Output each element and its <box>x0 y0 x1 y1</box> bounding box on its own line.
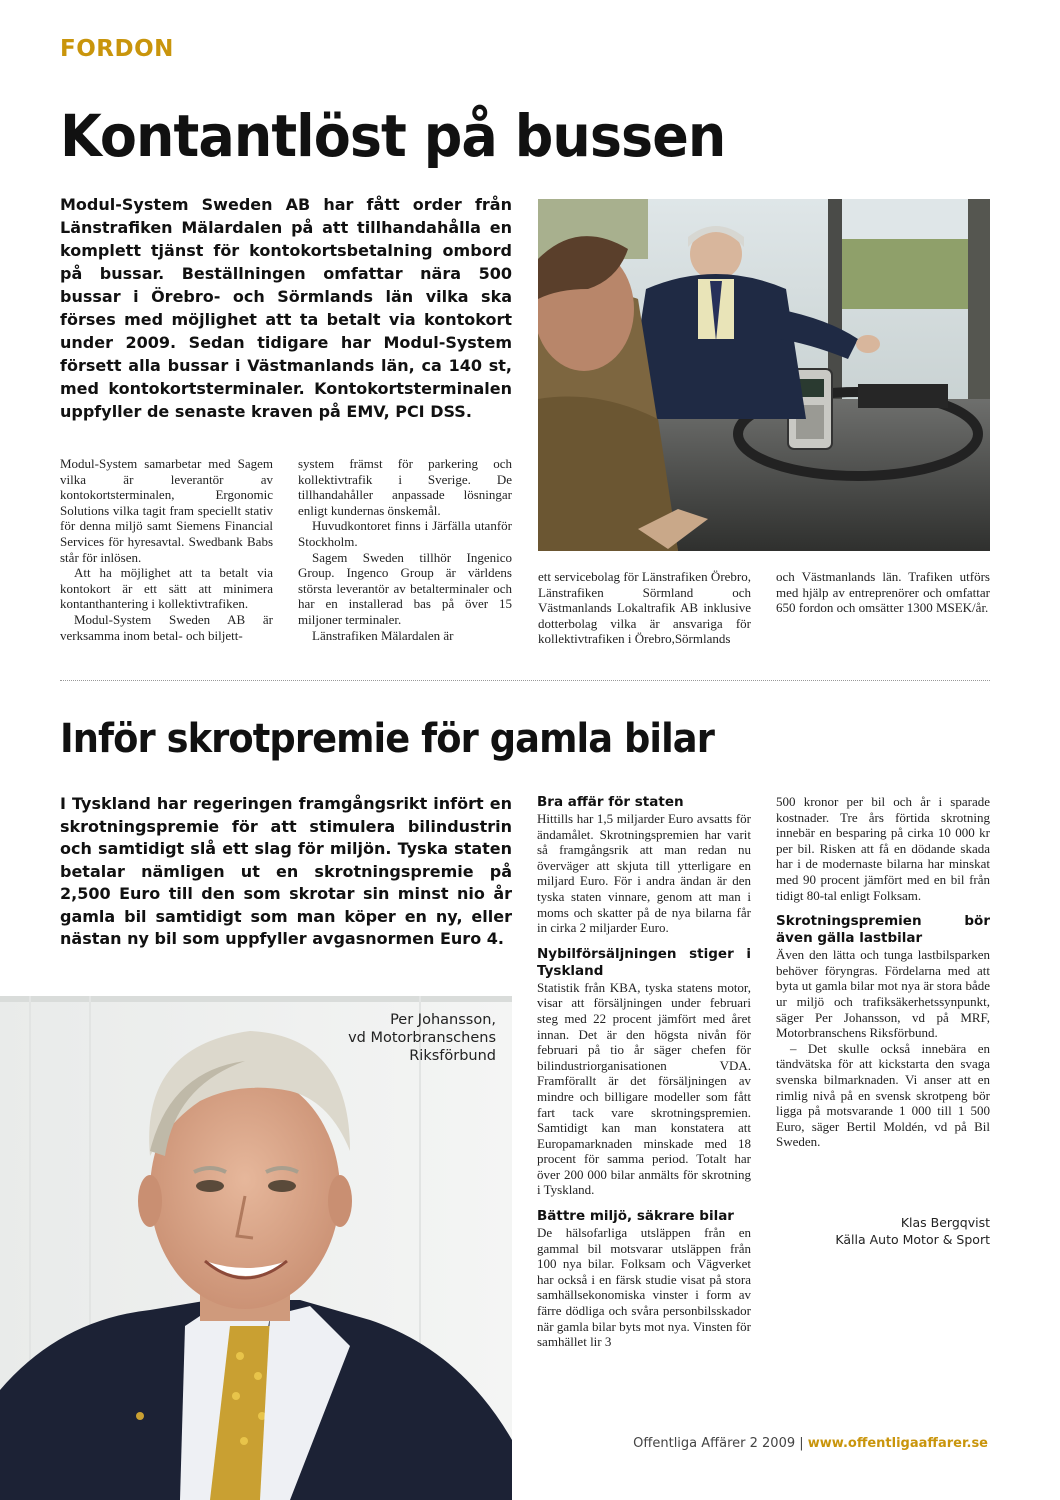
subheading-nybilforsaljningen: Nybilförsäljningen stiger i Tyskland <box>537 945 751 979</box>
col4-paragraph-2: – Det skulle också innebära en tändvätska för att kickstarta den svaga svenska bilmarknaden. Vi anser att en rimlig nivå på en svensk skrotpeng bör ligga på motsvarande 1 000 till 1 500 Euro, säger Bertil Moldén, vd på Bil Sweden. <box>776 1040 990 1150</box>
article1-col2-p2: Huvudkontoret finns i Järfälla utanför Stockholm. <box>298 518 512 549</box>
section-label: FORDON <box>60 36 174 62</box>
bus-interior-image <box>538 199 990 551</box>
article2-ingress: I Tyskland har regeringen framgångsrikt infört en skrotningspremie för att stimulera bilindustrin och samtidigt slå ett slag för miljön. Tyska staten betalar nämligen ut en skrotningspremie på 2,500 Euro till den som skrotar sin minst nio år gamla bil samtidigt som man köper en ny, eller nästan ny bil som uppfyller avgasnormen Euro 4. <box>60 794 512 948</box>
article1-col1 <box>60 456 273 643</box>
article1-col4 <box>776 569 990 616</box>
per-johansson-portrait <box>0 996 512 1500</box>
article1-col3 <box>538 569 751 647</box>
bus-driver-photo <box>538 199 990 551</box>
col4-paragraph-1: Även den lätta och tunga lastbilsparken behöver föryngras. Fördelarna med att byta ut gamla bilar mot nya är stora både ur miljö och trafiksäkerhetssynpunkt, säger Per Johansson, vd på MRF, Motorbranschens Riksförbund. <box>776 947 990 1041</box>
caption-line-org: Riksförbund <box>409 1048 496 1064</box>
subsection-text-battre-miljo: De hälsofarliga utsläppen från en gammal bil motsvarar utsläppen från 100 nya bilar. Folksam och Vägverket har också i en färsk studie visat på stora samhällsekonomiska vinster i form av färre dödliga och svåra personbilsskador när gamla bilar byts mot nya. Vinsten för samhället lir 3 <box>537 1225 751 1350</box>
subsection-nybilforsaljningen <box>537 946 751 1198</box>
article2-title: Inför skrotpremie för gamla bilar <box>60 716 714 762</box>
credit-source: Källa Auto Motor & Sport <box>835 1232 990 1247</box>
subsection-battre-miljo <box>537 1208 751 1350</box>
article1-col2-p3: Sagem Sweden tillhör Ingenico Group. Ingenco Group är världens största leverantör av betalterminaler och har en installerad bas på över 15 miljoner terminaler. <box>298 549 512 627</box>
article-divider <box>60 680 990 681</box>
subheading-battre-miljo: Bättre miljö, säkrare bilar <box>537 1208 734 1225</box>
article1-col1-p1: Modul-System samarbetar med Sagem vilka är leverantör av kontokortsterminalen, Ergonomic Solutions vilka tagit fram speciellt stativ för denna miljö samt Siemens Financial Services för hyresavtal. Swedbank Babs står för inlösen. <box>60 456 273 565</box>
credit-author: Klas Bergqvist <box>900 1215 990 1230</box>
article1-col3-text: ett servicebolag för Länstrafiken Örebro, Länstrafiken Sörmland och Västmanlands Lokaltrafik AB inklusive dotterbolag vilka är ansvariga för kollektivtrafiken i Örebro,Sörmlands <box>538 569 751 647</box>
subsection-text-bra-affar: Hittills har 1,5 miljarder Euro avsatts för ändamålet. Skrotningspremien har varit så framgångsrik att man redan nu överväger att skjuta till ytterligare en miljard Euro. För i andra ändan är den tyska staten vinnare, genom att man i moms och skatter på de nya bilarna får in cirka 2 miljarder Euro. <box>537 811 751 936</box>
article1-col2-p4: Länstrafiken Mälardalen är <box>312 627 454 643</box>
article1-col4-text: och Västmanlands län. Trafiken utförs med hjälp av entreprenörer och omfattar 650 fordon och omsätter 1300 MSEK/år. <box>776 569 990 616</box>
caption-line-title: vd Motorbranschens <box>348 1030 496 1046</box>
article1-col1-p3: Modul-System Sweden AB är verksamma inom betal- och biljett- <box>60 611 273 643</box>
article-credit <box>776 1214 990 1248</box>
col4-intro-text: 500 kronor per bil och år i sparade kostnader. Tre års förtida skrotning innebär en besparing på cirka 10 000 kr per bil. Risken att få en dödande skada har i de modernaste bilarna har minskat med 90 procent jämfört med en bil från tidigt 80-tal enligt Folksam. <box>776 794 990 903</box>
article2-col3 <box>537 794 751 1360</box>
article1-col2-p1: system främst för parkering och kollektivtrafik i Sverige. De tillhandahåller anpassade lösningar enligt kundernas önskemål. <box>298 456 512 518</box>
article1-col1-p2: Att ha möjlighet att ta betalt via kontokort är ett sätt att minimera kontanthantering i kollektivtrafiken. <box>60 565 273 612</box>
article1-ingress: Modul-System Sweden AB har fått order från Länstrafiken Mälardalen på att tillhandahålla en komplett tjänst för kontokortsbetalning ombord på bussar. Beställningen omfattar nära 500 bussar i Örebro- och Sörmlands län vilka ska förses med möjlighet att ta betalt via kontokort under 2009. Sedan tidigare har Modul-System försett alla bussar i Västmanlands län, ca 140 st, med kontokortsterminaler. Kontokortsterminalen uppfyller de senaste kraven på EMV, PCI DSS. <box>60 195 512 421</box>
portrait-photo <box>0 996 512 1500</box>
caption-line-name: Per Johansson, <box>390 1012 496 1028</box>
article1-col2 <box>298 456 512 643</box>
subheading-bra-affar: Bra affär för staten <box>537 794 684 810</box>
portrait-caption <box>300 1011 496 1065</box>
subsection-bra-affar <box>537 794 751 936</box>
subheading-lastbilar: Skrotningspremien bör även gälla lastbilar <box>776 913 990 947</box>
subsection-text-nybilforsaljningen: Statistik från KBA, tyska statens motor, visar att försäljningen under februari steg med 22 procent jämfört med året innan. Det är den högsta nivån för februari på tio år säger chefen för bilindustriorganisationen VDA. Framförallt är det försäljningen av mindre och billigare modeller som fått fart tack vare skrotningspremien. Samtidigt kan man konstatera att Europamarknaden minskade med 18 procent för samma period. Totalt har över 200 000 bilar anmälts för skrotning i Tyskland. <box>537 979 751 1198</box>
footer-url-link[interactable]: www.offentligaaffarer.se <box>807 1436 988 1451</box>
page-footer <box>633 1436 988 1451</box>
footer-publication: Offentliga Affärer 2 2009 | <box>633 1436 808 1451</box>
article1-title: Kontantlöst på bussen <box>60 102 726 170</box>
article2-col4 <box>776 794 990 1150</box>
